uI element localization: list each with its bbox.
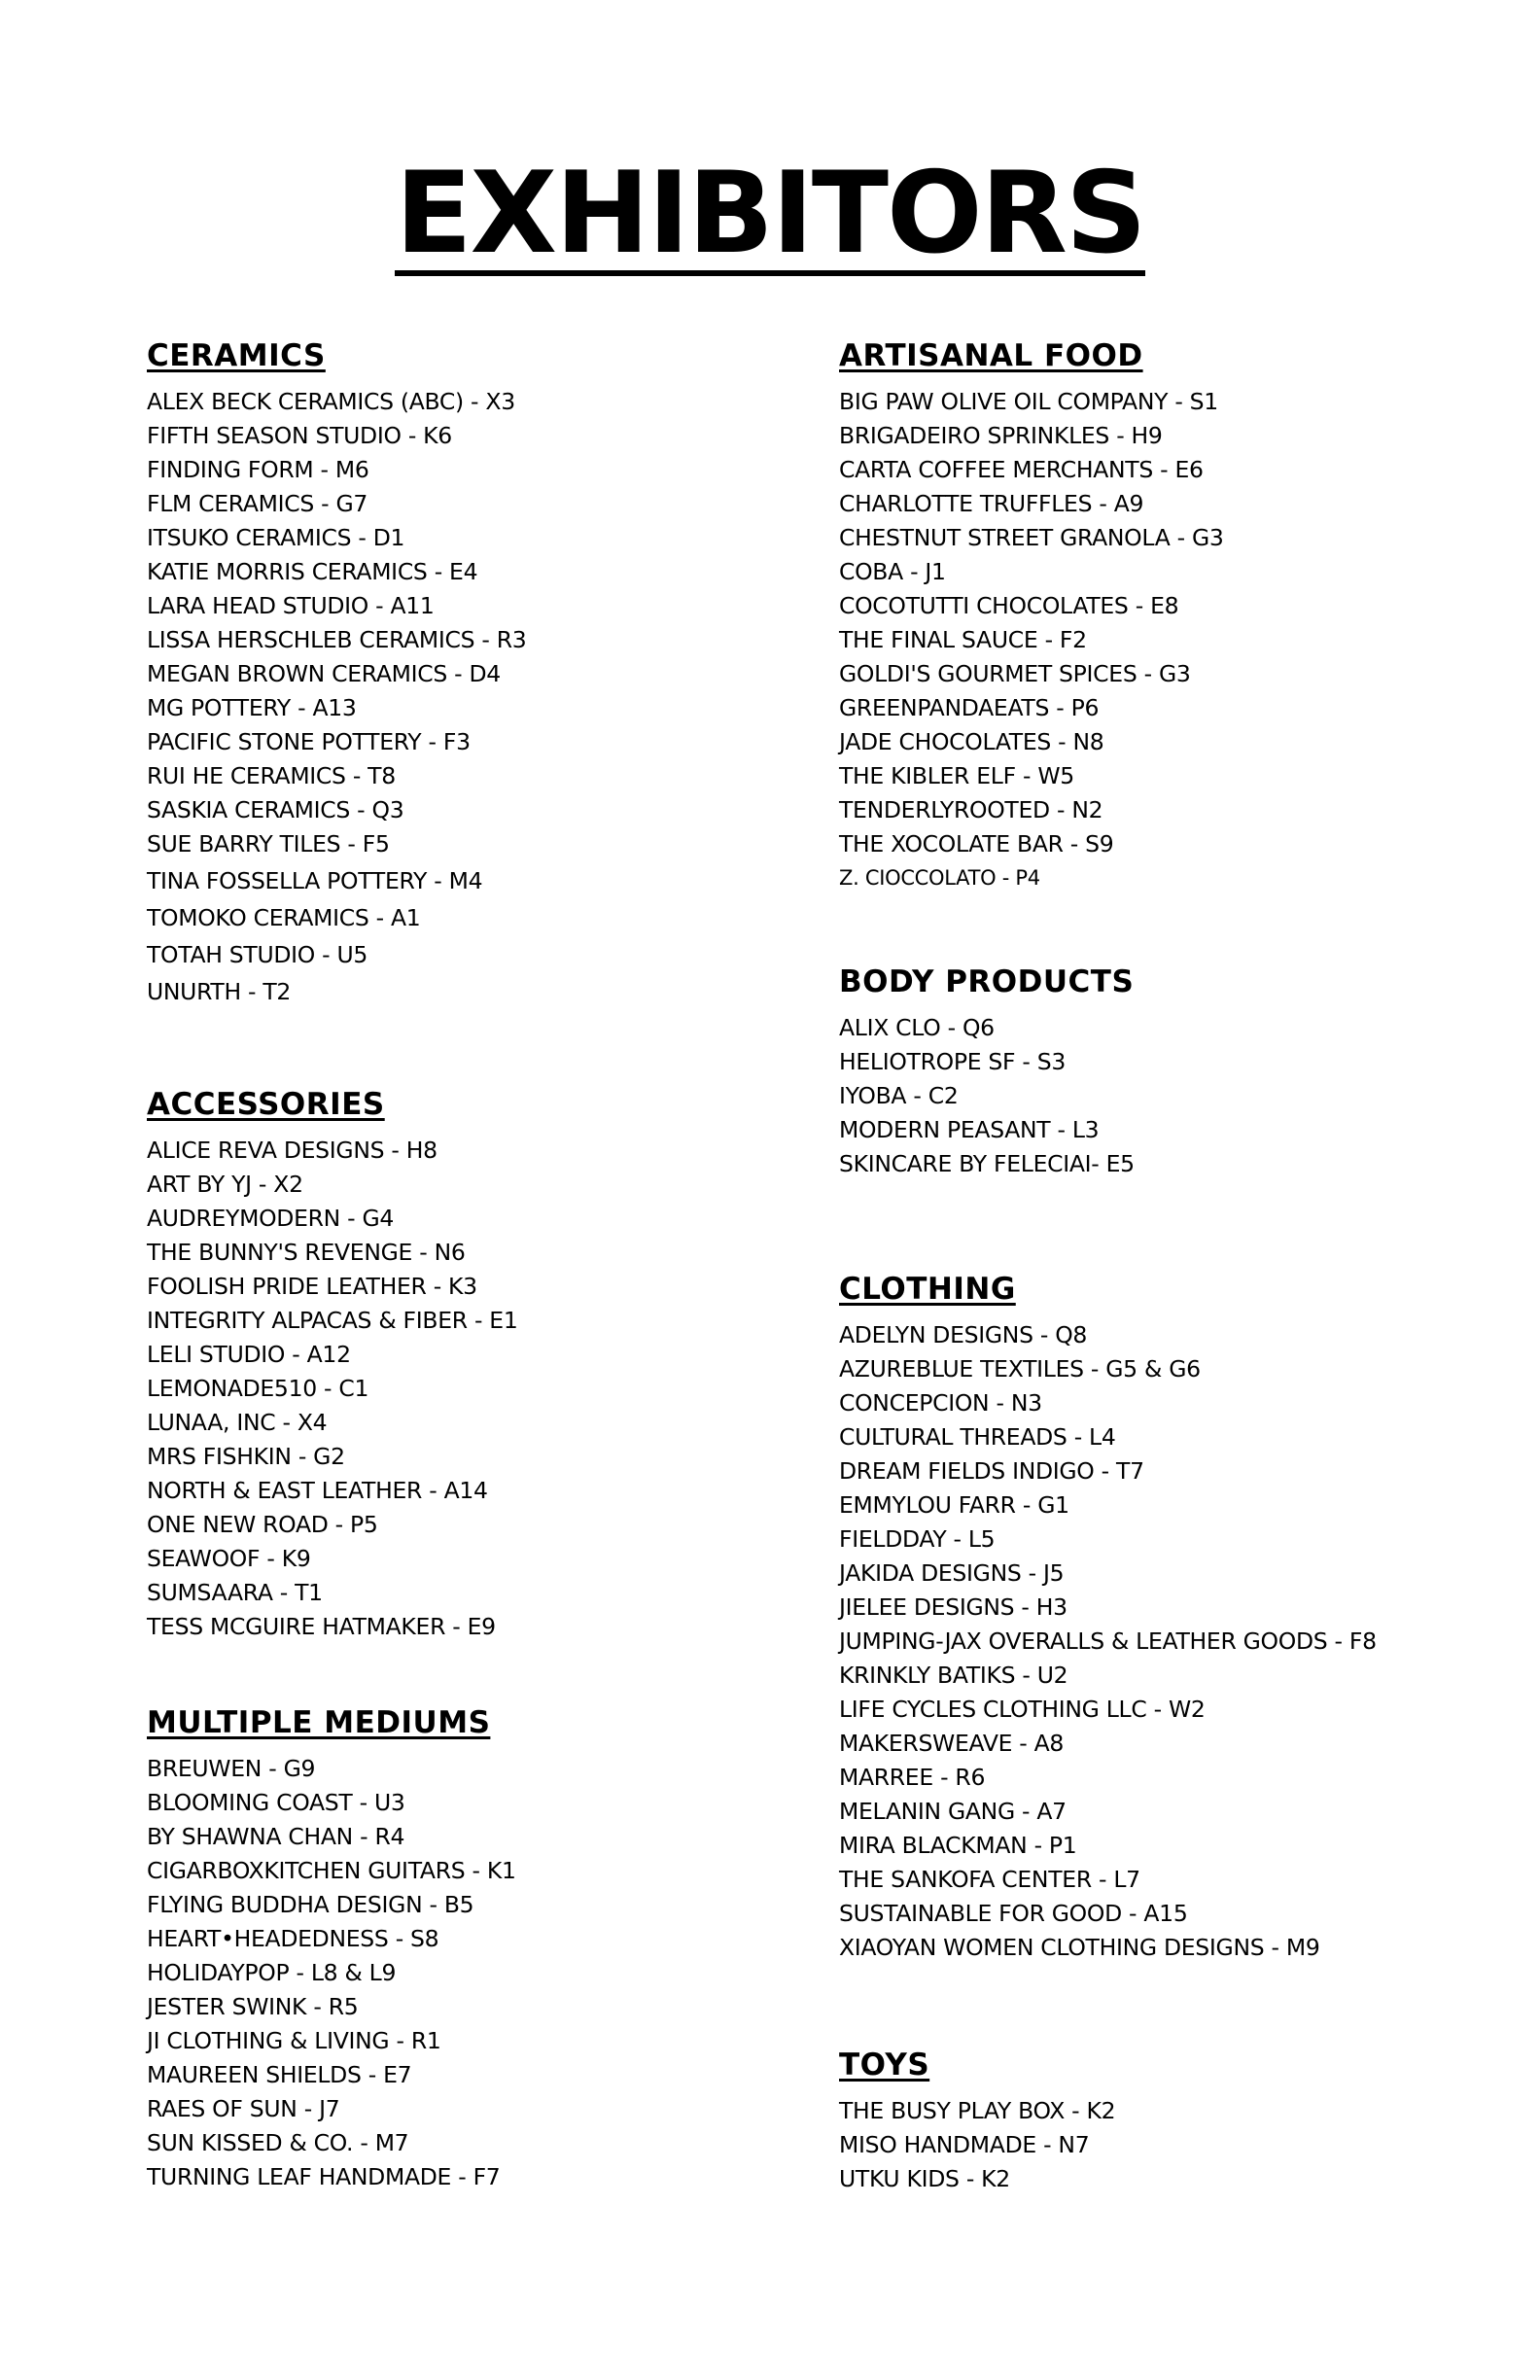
section-heading: CERAMICS (147, 338, 326, 373)
exhibitor-entry: MARREE - R6 (839, 1764, 986, 1791)
exhibitor-entry: SUN KISSED & CO. - M7 (147, 2129, 409, 2156)
exhibitor-entry: EMMYLOU FARR - G1 (839, 1491, 1069, 1519)
exhibitor-entry: PACIFIC STONE POTTERY - F3 (147, 728, 471, 755)
exhibitor-entry: BIG PAW OLIVE OIL COMPANY - S1 (839, 388, 1218, 415)
exhibitor-entry: THE SANKOFA CENTER - L7 (839, 1866, 1140, 1893)
exhibitor-entry: JAKIDA DESIGNS - J5 (839, 1559, 1065, 1587)
exhibitor-entry: CULTURAL THREADS - L4 (839, 1423, 1116, 1451)
exhibitor-entry: FIFTH SEASON STUDIO - K6 (147, 422, 452, 449)
exhibitor-entry: SUSTAINABLE FOR GOOD - A15 (839, 1900, 1188, 1927)
exhibitor-entry: TENDERLYROOTED - N2 (839, 796, 1103, 823)
exhibitor-entry: BREUWEN - G9 (147, 1755, 316, 1782)
exhibitor-entry: XIAOYAN WOMEN CLOTHING DESIGNS - M9 (839, 1934, 1320, 1961)
exhibitor-entry: GREENPANDAEATS - P6 (839, 694, 1100, 721)
exhibitor-entry: LUNAA, INC - X4 (147, 1409, 328, 1436)
section-body-products (839, 962, 1135, 1181)
exhibitor-list (147, 385, 526, 1009)
exhibitor-entry: SUMSAARA - T1 (147, 1579, 323, 1606)
exhibitor-entry: FINDING FORM - M6 (147, 456, 369, 483)
exhibitor-entry: AZUREBLUE TEXTILES - G5 & G6 (839, 1355, 1201, 1382)
exhibitor-entry: ALICE REVA DESIGNS - H8 (147, 1137, 438, 1164)
exhibitor-entry: HELIOTROPE SF - S3 (839, 1048, 1067, 1075)
exhibitor-entry: THE KIBLER ELF - W5 (839, 762, 1074, 789)
exhibitor-entry: CONCEPCION - N3 (839, 1389, 1042, 1417)
exhibitor-list (839, 1011, 1135, 1181)
exhibitor-entry: ART BY YJ - X2 (147, 1171, 303, 1198)
page-title (0, 146, 1540, 282)
exhibitor-entry: THE XOCOLATE BAR - S9 (839, 830, 1114, 858)
exhibitor-entry: FIELDDAY - L5 (839, 1525, 996, 1553)
exhibitor-entry: KATIE MORRIS CERAMICS - E4 (147, 558, 478, 585)
exhibitor-entry: INTEGRITY ALPACAS & FIBER - E1 (147, 1307, 518, 1334)
exhibitor-entry: SUE BARRY TILES - F5 (147, 830, 390, 858)
exhibitor-entry: ALEX BECK CERAMICS (ABC) - X3 (147, 388, 515, 415)
exhibitor-entry: DREAM FIELDS INDIGO - T7 (839, 1457, 1144, 1485)
section-artisanal-food (839, 336, 1224, 895)
exhibitor-entry: TURNING LEAF HANDMADE - F7 (147, 2163, 501, 2190)
exhibitor-entry: NORTH & EAST LEATHER - A14 (147, 1477, 488, 1504)
exhibitor-entry: LISSA HERSCHLEB CERAMICS - R3 (147, 626, 527, 653)
exhibitor-entry: JI CLOTHING & LIVING - R1 (147, 2027, 441, 2054)
exhibitor-entry: JUMPING-JAX OVERALLS & LEATHER GOODS - F8 (839, 1628, 1377, 1655)
exhibitor-entry: MISO HANDMADE - N7 (839, 2131, 1090, 2158)
exhibitor-entry: CHESTNUT STREET GRANOLA - G3 (839, 524, 1224, 551)
exhibitor-entry: HOLIDAYPOP - L8 & L9 (147, 1959, 397, 1986)
exhibitor-entry: MAKERSWEAVE - A8 (839, 1730, 1065, 1757)
section-heading: BODY PRODUCTS (839, 964, 1135, 999)
exhibitor-entry: ALIX CLO - Q6 (839, 1014, 995, 1041)
exhibitor-entry: RAES OF SUN - J7 (147, 2095, 340, 2122)
section-multiple-mediums (147, 1703, 516, 2194)
exhibitor-entry: BRIGADEIRO SPRINKLES - H9 (839, 422, 1163, 449)
exhibitor-entry: JIELEE DESIGNS - H3 (839, 1593, 1068, 1621)
exhibitor-entry: SEAWOOF - K9 (147, 1545, 311, 1572)
exhibitor-entry: SKINCARE BY FELECIAI- E5 (839, 1150, 1135, 1177)
exhibitor-entry: MRS FISHKIN - G2 (147, 1443, 345, 1470)
section-heading: MULTIPLE MEDIUMS (147, 1705, 491, 1740)
exhibitor-entry: THE BUSY PLAY BOX - K2 (839, 2097, 1116, 2124)
exhibitor-entry: MAUREEN SHIELDS - E7 (147, 2061, 412, 2088)
exhibitor-list (147, 1752, 516, 2194)
exhibitor-entry: SASKIA CERAMICS - Q3 (147, 796, 404, 823)
section-toys (839, 2046, 1115, 2196)
exhibitor-entry: IYOBA - C2 (839, 1082, 959, 1109)
exhibitor-entry: AUDREYMODERN - G4 (147, 1205, 395, 1232)
exhibitor-entry: TOTAH STUDIO - U5 (147, 941, 368, 968)
exhibitor-entry: RUI HE CERAMICS - T8 (147, 762, 396, 789)
exhibitor-entry: ITSUKO CERAMICS - D1 (147, 524, 405, 551)
exhibitor-entry: COBA - J1 (839, 558, 946, 585)
exhibitor-entry: JESTER SWINK - R5 (147, 1993, 359, 2020)
page-title-text: EXHIBITORS (395, 148, 1145, 279)
exhibitor-entry: JADE CHOCOLATES - N8 (839, 728, 1104, 755)
section-heading: TOYS (839, 2048, 930, 2082)
exhibitor-entry: KRINKLY BATIKS - U2 (839, 1662, 1068, 1689)
section-heading: ACCESSORIES (147, 1087, 385, 1122)
section-heading: ARTISANAL FOOD (839, 338, 1143, 373)
exhibitor-entry: HEART•HEADEDNESS - S8 (147, 1925, 439, 1952)
exhibitor-entry: UNURTH - T2 (147, 978, 292, 1005)
section-ceramics (147, 336, 526, 1009)
exhibitor-entry: THE FINAL SAUCE - F2 (839, 626, 1087, 653)
exhibitor-entry: MEGAN BROWN CERAMICS - D4 (147, 660, 501, 687)
exhibitor-list (147, 1134, 518, 1644)
exhibitor-entry: MELANIN GANG - A7 (839, 1798, 1067, 1825)
section-accessories (147, 1085, 518, 1644)
exhibitor-entry: FOOLISH PRIDE LEATHER - K3 (147, 1273, 477, 1300)
exhibitor-entry: BY SHAWNA CHAN - R4 (147, 1823, 405, 1850)
exhibitor-entry: CIGARBOXKITCHEN GUITARS - K1 (147, 1857, 516, 1884)
exhibitor-entry: UTKU KIDS - K2 (839, 2165, 1010, 2192)
exhibitor-entry: MG POTTERY - A13 (147, 694, 357, 721)
section-heading: CLOTHING (839, 1272, 1016, 1307)
section-clothing (839, 1270, 1377, 1965)
exhibitor-entry: MODERN PEASANT - L3 (839, 1116, 1100, 1143)
exhibitor-entry: Z. CIOCCOLATO - P4 (839, 866, 1040, 890)
exhibitor-entry: LEMONADE510 - C1 (147, 1375, 369, 1402)
exhibitor-entry: TESS MCGUIRE HATMAKER - E9 (147, 1613, 496, 1640)
exhibitor-entry: THE BUNNY'S REVENGE - N6 (147, 1239, 466, 1266)
exhibitor-entry: LARA HEAD STUDIO - A11 (147, 592, 435, 619)
exhibitor-entry: FLYING BUDDHA DESIGN - B5 (147, 1891, 474, 1918)
exhibitor-list (839, 385, 1224, 895)
exhibitor-entry: CARTA COFFEE MERCHANTS - E6 (839, 456, 1204, 483)
exhibitor-entry: COCOTUTTI CHOCOLATES - E8 (839, 592, 1179, 619)
exhibitor-entry: LIFE CYCLES CLOTHING LLC - W2 (839, 1696, 1206, 1723)
exhibitor-entry: MIRA BLACKMAN - P1 (839, 1832, 1077, 1859)
exhibitor-entry: TINA FOSSELLA POTTERY - M4 (147, 867, 483, 894)
exhibitor-entry: ONE NEW ROAD - P5 (147, 1511, 378, 1538)
exhibitor-entry: FLM CERAMICS - G7 (147, 490, 368, 517)
exhibitor-list (839, 2094, 1115, 2196)
exhibitor-entry: GOLDI'S GOURMET SPICES - G3 (839, 660, 1191, 687)
exhibitor-entry: TOMOKO CERAMICS - A1 (147, 904, 421, 931)
exhibitor-entry: ADELYN DESIGNS - Q8 (839, 1321, 1088, 1348)
exhibitor-entry: LELI STUDIO - A12 (147, 1341, 351, 1368)
exhibitor-list (839, 1318, 1377, 1965)
exhibitor-entry: CHARLOTTE TRUFFLES - A9 (839, 490, 1144, 517)
exhibitor-entry: BLOOMING COAST - U3 (147, 1789, 405, 1816)
